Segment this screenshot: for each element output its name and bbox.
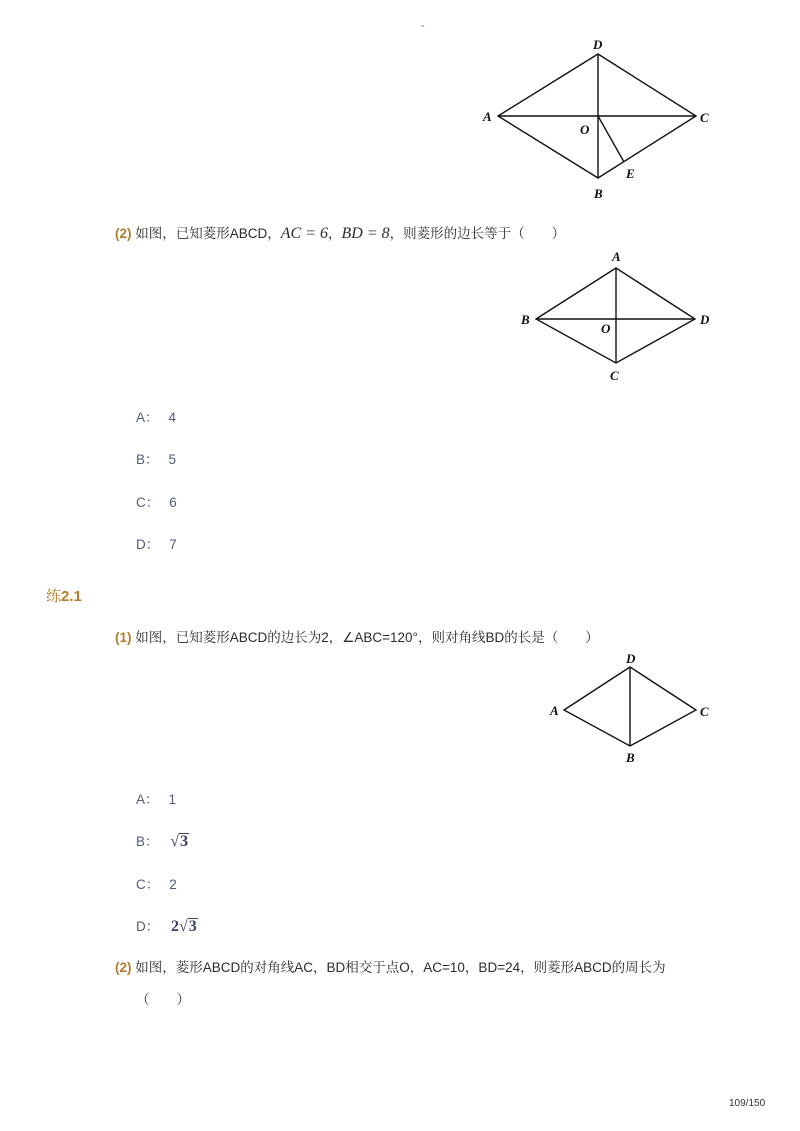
option-value-sqrt: 2√3 — [171, 918, 197, 935]
label-d: D — [626, 651, 636, 666]
sqrt-coefficient: 2 — [171, 918, 180, 935]
label-d: D — [700, 312, 710, 327]
label-d: D — [593, 37, 603, 52]
option-value: 1 — [168, 792, 177, 807]
label-b: B — [594, 186, 603, 201]
figure-rhombus-3 — [540, 650, 720, 770]
label-o: O — [601, 321, 611, 336]
option-key: A： — [136, 410, 159, 425]
figure-rhombus-1 — [476, 34, 716, 204]
option-d[interactable] — [136, 915, 198, 936]
option-d[interactable] — [136, 533, 177, 553]
question-text: 如图，已知菱形ABCD的边长为2，∠ABC=120°，则对角线BD的长是（ ） — [135, 630, 599, 645]
label-a: A — [612, 249, 621, 264]
question-sep: ， — [328, 226, 342, 241]
option-value: 7 — [169, 537, 177, 552]
top-mark: - — [421, 20, 425, 32]
label-a: A — [550, 703, 559, 718]
section-heading — [46, 585, 82, 606]
label-a: A — [483, 109, 492, 124]
practice-question-2 — [115, 958, 666, 978]
option-value: 6 — [169, 495, 177, 510]
option-b[interactable] — [136, 448, 176, 468]
option-key: B： — [136, 834, 159, 849]
question-text-a: 如图，已知菱形ABCD， — [135, 226, 281, 241]
segment-oe — [598, 116, 624, 162]
figure-rhombus-2 — [512, 246, 722, 386]
label-c: C — [610, 368, 619, 383]
question-2 — [115, 224, 565, 244]
question-number: (2) — [115, 960, 132, 975]
math-ac: AC = 6 — [280, 225, 329, 242]
option-b[interactable] — [136, 830, 189, 851]
math-bd: BD = 8 — [341, 225, 390, 242]
section-prefix: 练 — [46, 588, 62, 605]
option-value: 4 — [168, 410, 177, 425]
sqrt-radicand: 3 — [188, 918, 197, 935]
section-number: 2.1 — [61, 588, 82, 605]
label-b: B — [626, 750, 635, 765]
label-b: B — [521, 312, 530, 327]
question-text-continued: （ ） — [136, 992, 190, 1007]
question-number: (2) — [115, 226, 132, 241]
option-key: D： — [136, 537, 160, 552]
practice-question-1 — [115, 628, 599, 648]
option-key: C： — [136, 877, 160, 892]
question-number: (1) — [115, 630, 132, 645]
label-e: E — [626, 166, 635, 181]
option-c[interactable] — [136, 491, 177, 511]
label-o: O — [580, 122, 590, 137]
question-text-b: ，则菱形的边长等于（ ） — [389, 226, 566, 241]
option-value: 2 — [169, 877, 177, 892]
option-key: B： — [136, 452, 159, 467]
option-value: 5 — [168, 452, 177, 467]
sqrt-radicand: 3 — [180, 833, 189, 850]
option-key: A： — [136, 792, 159, 807]
option-key: C： — [136, 495, 160, 510]
option-a[interactable] — [136, 406, 176, 426]
option-a[interactable] — [136, 788, 176, 808]
option-key: D： — [136, 919, 160, 934]
label-c: C — [700, 110, 709, 125]
label-c: C — [700, 704, 709, 719]
option-value-sqrt: √3 — [170, 833, 189, 850]
page-number: 109/150 — [729, 1098, 766, 1109]
option-c[interactable] — [136, 873, 177, 893]
question-text: 如图，菱形ABCD的对角线AC，BD相交于点O，AC=10，BD=24，则菱形ABCD的周长为 — [135, 960, 666, 975]
